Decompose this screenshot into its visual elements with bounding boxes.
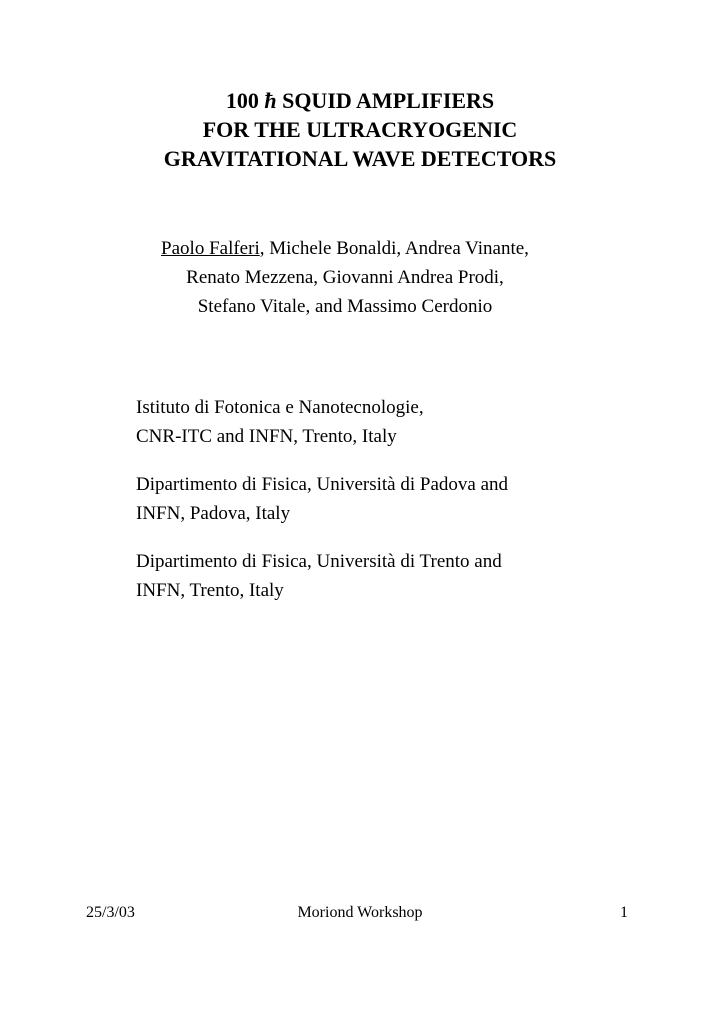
page-title	[0, 86, 720, 173]
title-line-2: FOR THE ULTRACRYOGENIC	[202, 117, 518, 142]
author-line-1-rest: , Michele Bonaldi, Andrea Vinante,	[259, 238, 529, 259]
title-line-1	[0, 86, 720, 115]
footer-event: Moriond Workshop	[297, 904, 423, 921]
page-number: 1	[620, 904, 628, 921]
footer-date: 25/3/03	[86, 904, 135, 921]
affiliation-1-line-2: CNR-ITC and INFN, Trento, Italy	[136, 426, 397, 447]
author-list	[0, 234, 690, 321]
affiliation-3-line-1: Dipartimento di Fisica, Università di Trento and	[136, 551, 502, 572]
affiliation-2-line-1: Dipartimento di Fisica, Università di Padova and	[136, 474, 509, 495]
author-line-2: Renato Mezzena, Giovanni Andrea Prodi,	[186, 267, 504, 288]
affiliation-1	[136, 393, 424, 451]
hbar-symbol: ħ	[264, 88, 277, 113]
author-line-1	[0, 234, 690, 263]
affiliation-3	[136, 547, 502, 605]
title-prefix: 100	[225, 88, 265, 113]
presenting-author: Paolo Falferi	[161, 238, 260, 259]
affiliation-2-line-2: INFN, Padova, Italy	[136, 503, 291, 524]
affiliation-3-line-2: INFN, Trento, Italy	[136, 580, 284, 601]
affiliation-2	[136, 470, 508, 528]
title-suffix: SQUID AMPLIFIERS	[276, 88, 495, 113]
title-line-3: GRAVITATIONAL WAVE DETECTORS	[163, 146, 557, 171]
affiliation-1-line-1: Istituto di Fotonica e Nanotecnologie,	[136, 397, 424, 418]
author-line-3: Stefano Vitale, and Massimo Cerdonio	[197, 296, 493, 317]
